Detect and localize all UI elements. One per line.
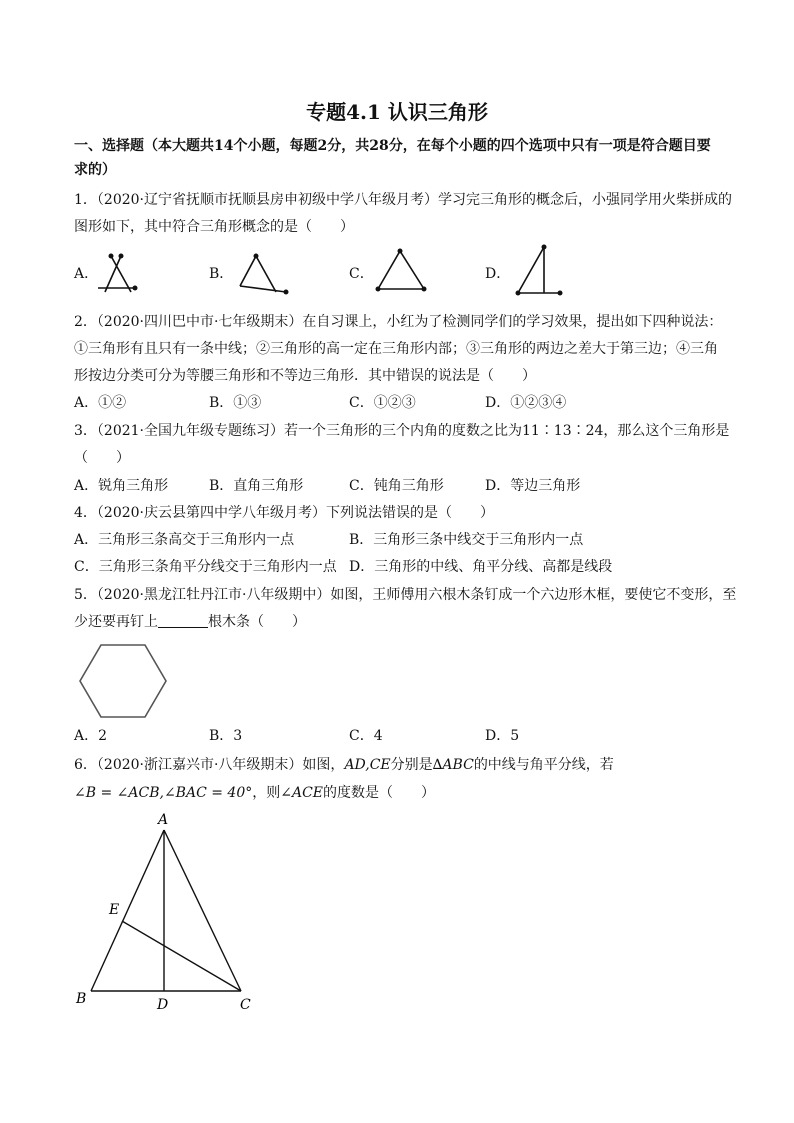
q2-stem-line1: 2．（2020·四川巴中市·七年级期末）在自习课上，小红为了检测同学们的学习效果，提出如下四种说法：	[74, 314, 723, 330]
q1-option-a-figure	[95, 250, 145, 295]
q1-option-b-figure	[234, 250, 294, 295]
q3-option-b: B．直角三角形	[209, 478, 304, 494]
q5-stem-line2-start: 少还要再钉上	[74, 614, 158, 630]
q5-option-b: B．3	[209, 728, 243, 744]
q1-option-a-label: A．	[74, 266, 99, 282]
q2-stem-line3: 形按边分类可分为等腰三角形和不等边三角形．其中错误的说法是（ ）	[74, 368, 536, 384]
q2-option-d: D．①②③④	[485, 395, 567, 411]
q6-angle-ace: ∠ACE	[280, 785, 324, 801]
q6-triangle-figure	[70, 810, 270, 1020]
q6-stem-line1	[74, 755, 614, 775]
q3-option-a: A．锐角三角形	[74, 478, 169, 494]
q4-option-d: D．三角形的中线、角平分线、高都是线段	[349, 559, 613, 575]
q3-option-d: D．等边三角形	[485, 478, 581, 494]
q5-stem-line1: 5．（2020·黑龙江牡丹江市·八年级期中）如图，王师傅用六根木条钉成一个六边形木框，要使它不变形，至	[74, 587, 737, 603]
q6-segments-ad-ce: AD,CE	[344, 757, 391, 773]
q6-stem-line1-e: 的中线与角平分线，若	[473, 757, 614, 773]
q1-stem-line2: 图形如下，其中符合三角形概念的是（ ）	[74, 219, 354, 235]
q6-angle-condition: ∠B = ∠ACB,∠BAC = 40°	[74, 785, 253, 801]
q1-option-d-label: D．	[485, 266, 511, 282]
side-ab	[91, 830, 164, 991]
q1-option-b-label: B．	[209, 266, 234, 282]
q4-option-c: C．三角形三条角平分线交于三角形内一点	[74, 559, 337, 575]
q2-option-b: B．①③	[209, 395, 262, 411]
q2-option-a: A．①②	[74, 395, 127, 411]
q5-answer-blank	[158, 613, 208, 628]
q6-stem-line1-a: 6．（2020·浙江嘉兴市·八年级期末）如图，	[74, 757, 345, 773]
vertex-label-a: A	[158, 812, 169, 828]
point-label-d: D	[157, 997, 169, 1013]
side-ac	[164, 830, 241, 991]
vertex-label-c: C	[240, 997, 251, 1013]
q4-stem: 4．（2020·庆云县第四中学八年级月考）下列说法错误的是（ ）	[74, 505, 494, 521]
q1-stem-line1: 1．（2020·辽宁省抚顺市抚顺县房申初级中学八年级月考）学习完三角形的概念后，小强同学用火柴拼成的	[74, 192, 732, 208]
q6-triangle-abc: ∆ABC	[432, 757, 474, 773]
q6-stem-line2	[74, 783, 435, 803]
point-label-e: E	[109, 902, 120, 918]
q1-option-c-figure	[372, 245, 432, 295]
q5-stem-line2	[74, 612, 306, 632]
segment-ce	[122, 921, 241, 991]
page-title: 专题4.1 认识三角形	[306, 100, 488, 124]
q6-stem-line1-c: 分别是	[390, 757, 433, 773]
q1-option-d-figure	[508, 243, 568, 298]
vertex-label-b: B	[76, 991, 87, 1007]
q5-stem-line2-end: 根木条（ ）	[208, 614, 306, 630]
q1-option-c-label: C．	[349, 266, 374, 282]
q3-stem-line2: （ ）	[74, 450, 130, 466]
q2-stem-line2: ①三角形有且只有一条中线；②三角形的高一定在三角形内部；③三角形的两边之差大于第三边；④三角	[74, 341, 718, 357]
q5-option-d: D．5	[485, 728, 520, 744]
q6-stem-line2-d: 的度数是（ ）	[323, 785, 436, 801]
q4-option-b: B．三角形三条中线交于三角形内一点	[349, 532, 584, 548]
q6-stem-line2-b: ，则	[252, 785, 281, 801]
q3-option-c: C．钝角三角形	[349, 478, 444, 494]
q5-hexagon-figure	[78, 643, 168, 719]
section-heading-line2: 求的）	[74, 162, 116, 178]
section-heading-line1: 一、选择题（本大题共14个小题，每题2分，共28分，在每个小题的四个选项中只有一项是符合题目要	[74, 138, 711, 154]
q4-option-a: A．三角形三条高交于三角形内一点	[74, 532, 295, 548]
q5-option-c: C．4	[349, 728, 383, 744]
q2-option-c: C．①②③	[349, 395, 416, 411]
q3-stem-line1: 3．（2021·全国九年级专题练习）若一个三角形的三个内角的度数之比为11∶13∶24，那么这个三角形是	[74, 423, 730, 439]
q5-option-a: A．2	[74, 728, 108, 744]
